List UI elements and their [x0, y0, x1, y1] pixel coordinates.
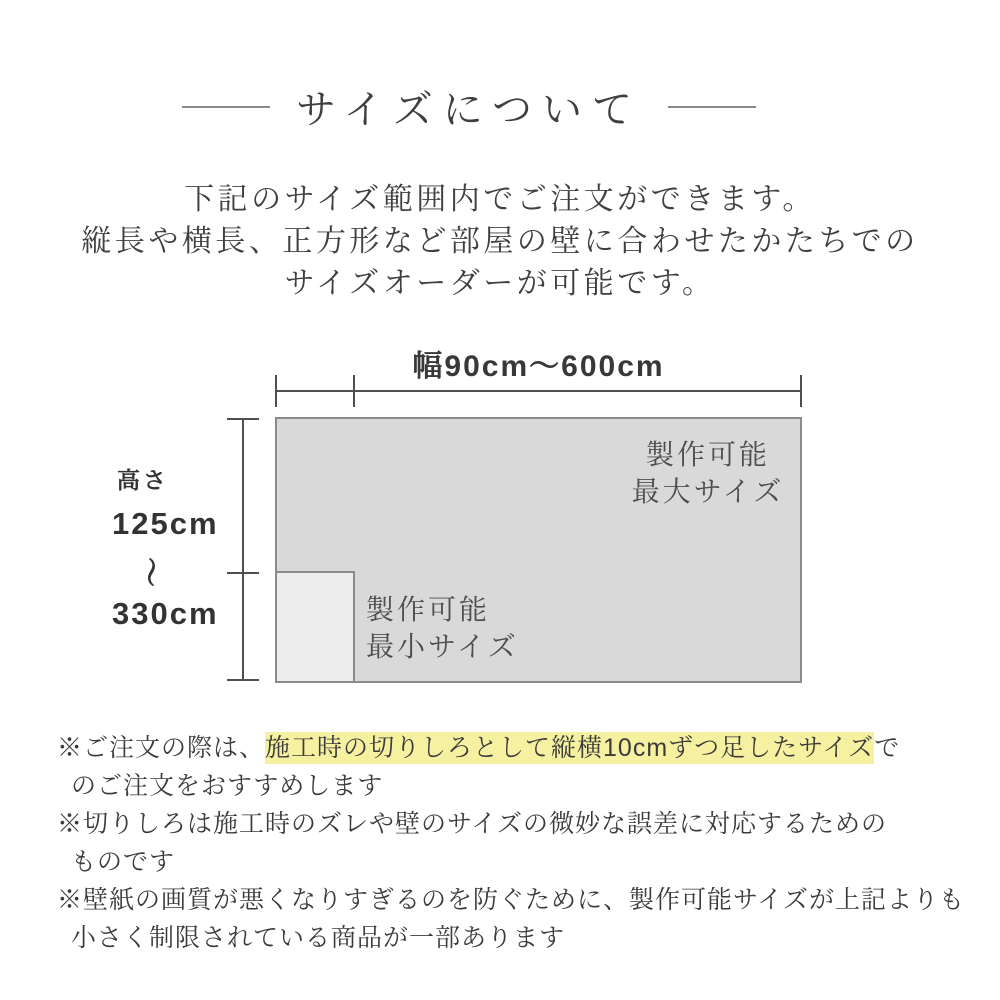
- intro-line-1: 下記のサイズ範囲内でご注文ができます。: [184, 183, 816, 216]
- min-size-label: [366, 591, 519, 665]
- intro-text: [0, 179, 1000, 305]
- width-tick-min-size: [353, 375, 355, 407]
- height-range-label: [112, 462, 232, 642]
- min-size-rect: [275, 571, 355, 683]
- height-max-value: 330cm: [112, 596, 219, 631]
- note-3-line-1: 壁紙の画質が悪くなりすぎるのを防ぐために、製作可能サイズが上記よりも: [83, 886, 966, 914]
- note-1-pre: ご注文の際は、: [83, 734, 266, 762]
- note-item-3: [57, 881, 977, 957]
- note-1-highlight: 施工時の切りしろとして縦横10cmずつ足したサイズ: [265, 734, 875, 762]
- note-2-marker: ※: [57, 810, 84, 838]
- title-rule-left: [182, 106, 270, 108]
- width-range-label: 幅90cm〜600cm: [412, 350, 665, 383]
- note-3-marker: ※: [57, 886, 84, 914]
- note-1-line-2: のご注文をおすすめします: [71, 772, 384, 800]
- intro-line-3: サイズオーダーが可能です。: [284, 267, 716, 300]
- page-title: サイズについて: [296, 88, 642, 132]
- note-2-line-1: 切りしろは施工時のズレや壁のサイズの微妙な誤差に対応するための: [83, 810, 888, 838]
- note-item-2: [57, 805, 977, 881]
- title-rule-right: [668, 106, 756, 108]
- width-measure-line: [275, 390, 802, 392]
- note-3-line-2: 小さく制限されている商品が一部あります: [71, 924, 566, 952]
- height-caption: 高さ: [117, 467, 169, 493]
- height-measure-line: [242, 418, 244, 681]
- note-1-marker: ※: [57, 734, 84, 762]
- intro-line-2: 縦長や横長、正方形など部屋の壁に合わせたかたちでの: [81, 225, 919, 258]
- height-tick-top: [227, 418, 259, 420]
- height-min-value: 125cm: [112, 506, 219, 541]
- height-tick-bottom: [227, 679, 259, 681]
- width-tick-left: [275, 375, 277, 407]
- width-tick-right: [800, 375, 802, 407]
- notes-section: [57, 729, 977, 957]
- min-size-line-2: 最小サイズ: [366, 631, 519, 662]
- note-2-line-2: ものです: [71, 848, 176, 876]
- max-size-label: [618, 436, 798, 510]
- height-range-tilde: 〜: [133, 557, 166, 587]
- note-item-1: [57, 729, 977, 805]
- page-header: [0, 78, 969, 135]
- max-size-line-2: 最大サイズ: [631, 476, 785, 507]
- note-1-post: で: [874, 734, 901, 762]
- max-size-line-1: 製作可能: [645, 439, 770, 470]
- min-size-line-1: 製作可能: [366, 594, 491, 625]
